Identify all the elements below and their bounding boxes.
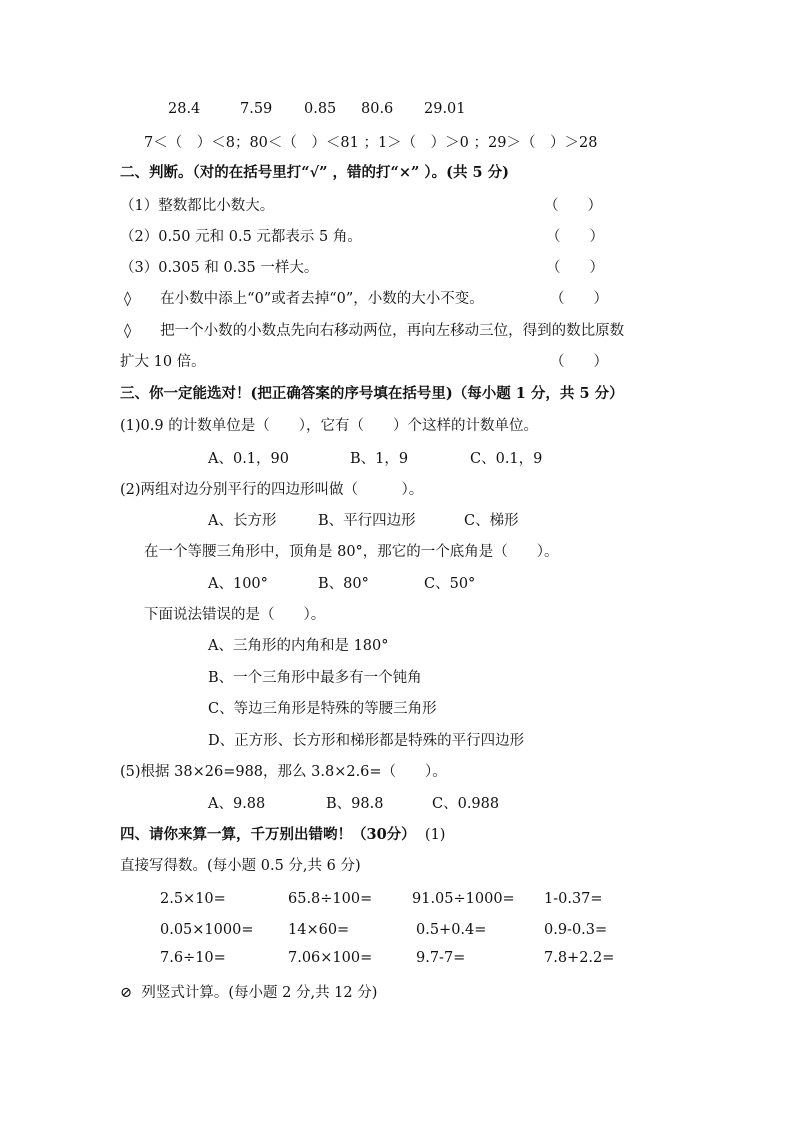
calc-item: 65.8÷100= bbox=[288, 891, 373, 907]
option-b: B、80° bbox=[318, 576, 369, 592]
vertical-calc-instruction: ⊘ 列竖式计算。(每小题 2 分,共 12 分) bbox=[120, 985, 378, 1001]
section4-title: 四、请你来算一算，千万别出错哟！（30分） bbox=[120, 826, 416, 843]
option-a: A、100° bbox=[208, 576, 268, 592]
calc-item: 1-0.37= bbox=[544, 891, 603, 907]
number: 80.6 bbox=[361, 101, 394, 117]
calc-item: 0.5+0.4= bbox=[416, 922, 487, 938]
option-c: C、梯形 bbox=[464, 513, 519, 529]
option-c: C、50° bbox=[424, 576, 476, 592]
judge-item-5-continued: 扩大 10 倍。 bbox=[120, 354, 206, 370]
calc-item: 7.06×100= bbox=[288, 950, 373, 966]
answer-blank[interactable]: （ ） bbox=[546, 260, 604, 276]
answer-blank[interactable]: （ ） bbox=[544, 198, 602, 214]
calc-item: 0.9-0.3= bbox=[544, 922, 608, 938]
number: 29.01 bbox=[424, 101, 466, 117]
choice-question-5: (5)根据 38×26=988，那么 3.8×2.6=（ ）。 bbox=[120, 764, 447, 780]
compare-line: 7＜（ ）＜8；80＜（ ）＜81 ；1＞（ ）＞0 ；29＞（ ）＞28 bbox=[144, 135, 598, 151]
calc-item: 91.05÷1000= bbox=[412, 891, 515, 907]
option-a: A、0.1，90 bbox=[208, 451, 289, 467]
option-c: C、等边三角形是特殊的等腰三角形 bbox=[208, 701, 437, 717]
option-b: B、1，9 bbox=[350, 451, 409, 467]
judge-item-5: ◊ 把一个小数的小数点先向右移动两位，再向左移动三位，得到的数比原数 bbox=[124, 323, 625, 339]
choice-question-3: 在一个等腰三角形中，顶角是 80°，那它的一个底角是（ ）。 bbox=[144, 544, 559, 560]
calc-item: 14×60= bbox=[288, 922, 350, 938]
section4-subpart-number: (1) bbox=[424, 827, 446, 843]
answer-blank[interactable]: （ ） bbox=[546, 229, 604, 245]
judge-item-1: （1）整数都比小数大。 bbox=[120, 198, 275, 214]
answer-blank[interactable]: （ ） bbox=[550, 354, 608, 370]
calc-item: 0.05×1000= bbox=[160, 922, 254, 938]
number: 7.59 bbox=[240, 101, 273, 117]
number: 0.85 bbox=[304, 101, 337, 117]
option-a: A、三角形的内角和是 180° bbox=[208, 638, 389, 654]
option-a: A、9.88 bbox=[208, 796, 266, 812]
answer-blank[interactable]: （ ） bbox=[550, 291, 608, 307]
section3-title: 三、你一定能选对！(把正确答案的序号填在括号里)（每小题 1 分，共 5 分） bbox=[120, 385, 624, 402]
calc-item: 9.7-7= bbox=[416, 950, 466, 966]
option-c: C、0.1，9 bbox=[470, 451, 543, 467]
judge-item-3: （3）0.305 和 0.35 一样大。 bbox=[120, 260, 319, 276]
option-c: C、0.988 bbox=[432, 796, 500, 812]
choice-question-1: (1)0.9 的计数单位是（ ），它有（ ）个这样的计数单位。 bbox=[120, 418, 538, 434]
option-a: A、长方形 bbox=[208, 513, 277, 529]
number: 28.4 bbox=[168, 101, 201, 117]
option-d: D、正方形、长方形和梯形都是特殊的平行四边形 bbox=[208, 733, 525, 749]
calc-item: 7.6÷10= bbox=[160, 950, 226, 966]
choice-question-4: 下面说法错误的是（ ）。 bbox=[144, 607, 326, 623]
direct-answer-instruction: 直接写得数。(每小题 0.5 分,共 6 分) bbox=[120, 858, 361, 874]
calc-item: 7.8+2.2= bbox=[544, 950, 615, 966]
section2-title: 二、判断。（对的在括号里打“√” ，错的打“×” ）。(共 5 分) bbox=[120, 164, 510, 181]
judge-item-4: ◊ 在小数中添上“0”或者去掉“0”，小数的大小不变。 bbox=[124, 291, 484, 307]
choice-question-2: (2)两组对边分别平行的四边形叫做（ ）。 bbox=[120, 482, 424, 498]
calc-item: 2.5×10= bbox=[160, 891, 226, 907]
option-b: B、98.8 bbox=[326, 796, 384, 812]
option-b: B、一个三角形中最多有一个钝角 bbox=[208, 670, 422, 686]
option-b: B、平行四边形 bbox=[318, 513, 416, 529]
section4-heading bbox=[120, 825, 445, 845]
judge-item-2: （2）0.50 元和 0.5 元都表示 5 角。 bbox=[120, 229, 362, 245]
